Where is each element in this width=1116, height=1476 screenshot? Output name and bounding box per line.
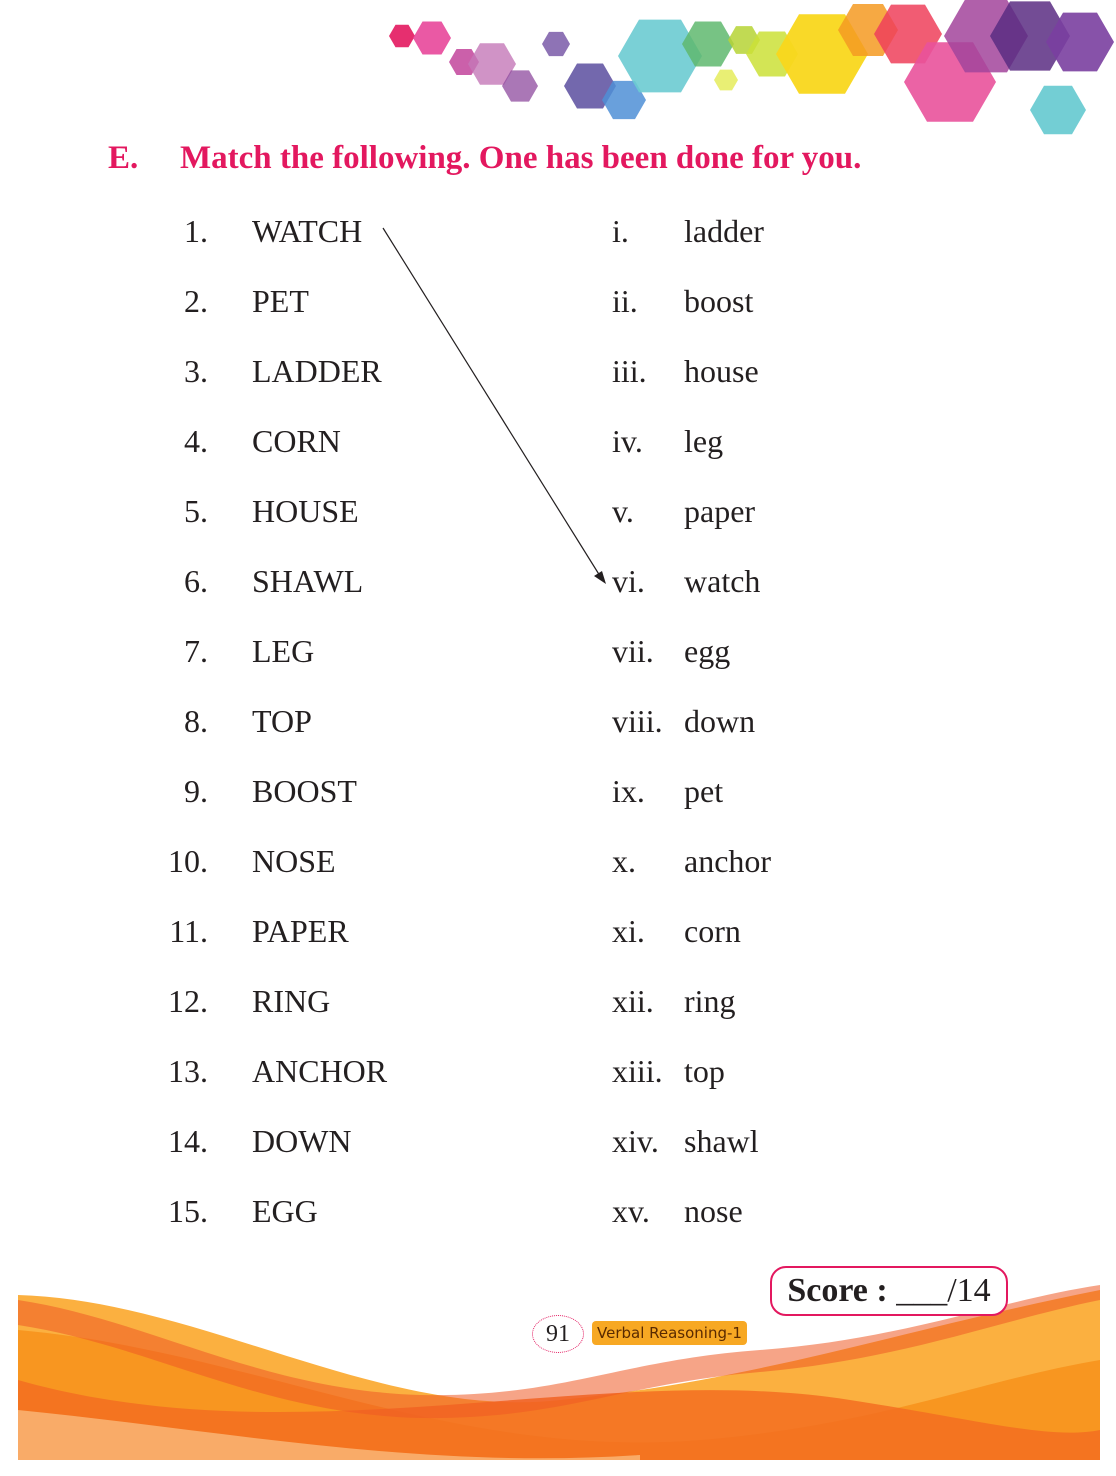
right-item-word: nose — [684, 1193, 743, 1229]
exercise-letter: E. — [108, 140, 139, 176]
right-item-word: down — [684, 703, 756, 739]
score-label: Score : — [787, 1272, 888, 1309]
left-item-number: 14. — [168, 1123, 208, 1159]
left-item-number: 2. — [184, 283, 208, 319]
left-item-word: SHAWL — [252, 563, 364, 599]
left-item-number: 7. — [184, 633, 208, 669]
right-item-number: ix. — [612, 773, 645, 809]
left-item-number: 1. — [184, 213, 208, 249]
left-item-word: RING — [252, 983, 331, 1019]
left-item-word: NOSE — [252, 843, 336, 879]
right-item-word: paper — [684, 493, 756, 529]
right-item-number: xii. — [612, 983, 654, 1019]
right-item-word: anchor — [684, 843, 772, 879]
right-item-word: ring — [684, 983, 736, 1019]
right-item-word: house — [684, 353, 759, 389]
left-item-word: LEG — [252, 633, 315, 669]
left-item-number: 6. — [184, 563, 208, 599]
right-item-number: iv. — [612, 423, 643, 459]
right-item-number: xiv. — [612, 1123, 659, 1159]
right-item-word: watch — [684, 563, 761, 599]
right-item-number: viii. — [612, 703, 663, 739]
score-box — [770, 1266, 1008, 1316]
left-item-word: DOWN — [252, 1123, 352, 1159]
left-item-number: 12. — [168, 983, 208, 1019]
right-item-number: i. — [612, 213, 629, 249]
left-item-number: 13. — [168, 1053, 208, 1089]
left-item-number: 4. — [184, 423, 208, 459]
score-value: ___/14 — [896, 1272, 991, 1309]
right-item-number: ii. — [612, 283, 638, 319]
left-item-number: 9. — [184, 773, 208, 809]
left-item-word: EGG — [252, 1193, 318, 1229]
right-item-number: vi. — [612, 563, 645, 599]
exercise-instruction: Match the following. One has been done for you. — [180, 140, 862, 176]
right-item-word: ladder — [684, 213, 764, 249]
left-item-number: 5. — [184, 493, 208, 529]
right-item-word: pet — [684, 773, 724, 809]
right-item-word: leg — [684, 423, 724, 459]
page-number: 91 — [532, 1315, 584, 1353]
right-item-number: xiii. — [612, 1053, 663, 1089]
right-item-number: vii. — [612, 633, 654, 669]
right-item-number: xi. — [612, 913, 645, 949]
right-item-word: shawl — [684, 1123, 759, 1159]
left-item-word: LADDER — [252, 353, 382, 389]
right-item-number: iii. — [612, 353, 647, 389]
left-item-number: 15. — [168, 1193, 208, 1229]
right-item-number: xv. — [612, 1193, 650, 1229]
left-item-word: ANCHOR — [252, 1053, 388, 1089]
right-item-word: corn — [684, 913, 741, 949]
left-item-number: 11. — [169, 913, 208, 949]
left-item-word: PAPER — [252, 913, 349, 949]
right-item-word: egg — [684, 633, 731, 669]
left-item-word: PET — [252, 283, 309, 319]
right-item-word: top — [684, 1053, 725, 1089]
left-item-number: 10. — [168, 843, 208, 879]
left-item-word: TOP — [252, 703, 312, 739]
left-item-word: WATCH — [252, 213, 363, 249]
left-item-number: 8. — [184, 703, 208, 739]
book-title-tag: Verbal Reasoning-1 — [592, 1321, 747, 1345]
left-item-word: HOUSE — [252, 493, 359, 529]
right-item-number: x. — [612, 843, 636, 879]
left-item-word: BOOST — [252, 773, 357, 809]
right-item-word: boost — [684, 283, 754, 319]
left-item-word: CORN — [252, 423, 341, 459]
right-item-number: v. — [612, 493, 634, 529]
left-item-number: 3. — [184, 353, 208, 389]
